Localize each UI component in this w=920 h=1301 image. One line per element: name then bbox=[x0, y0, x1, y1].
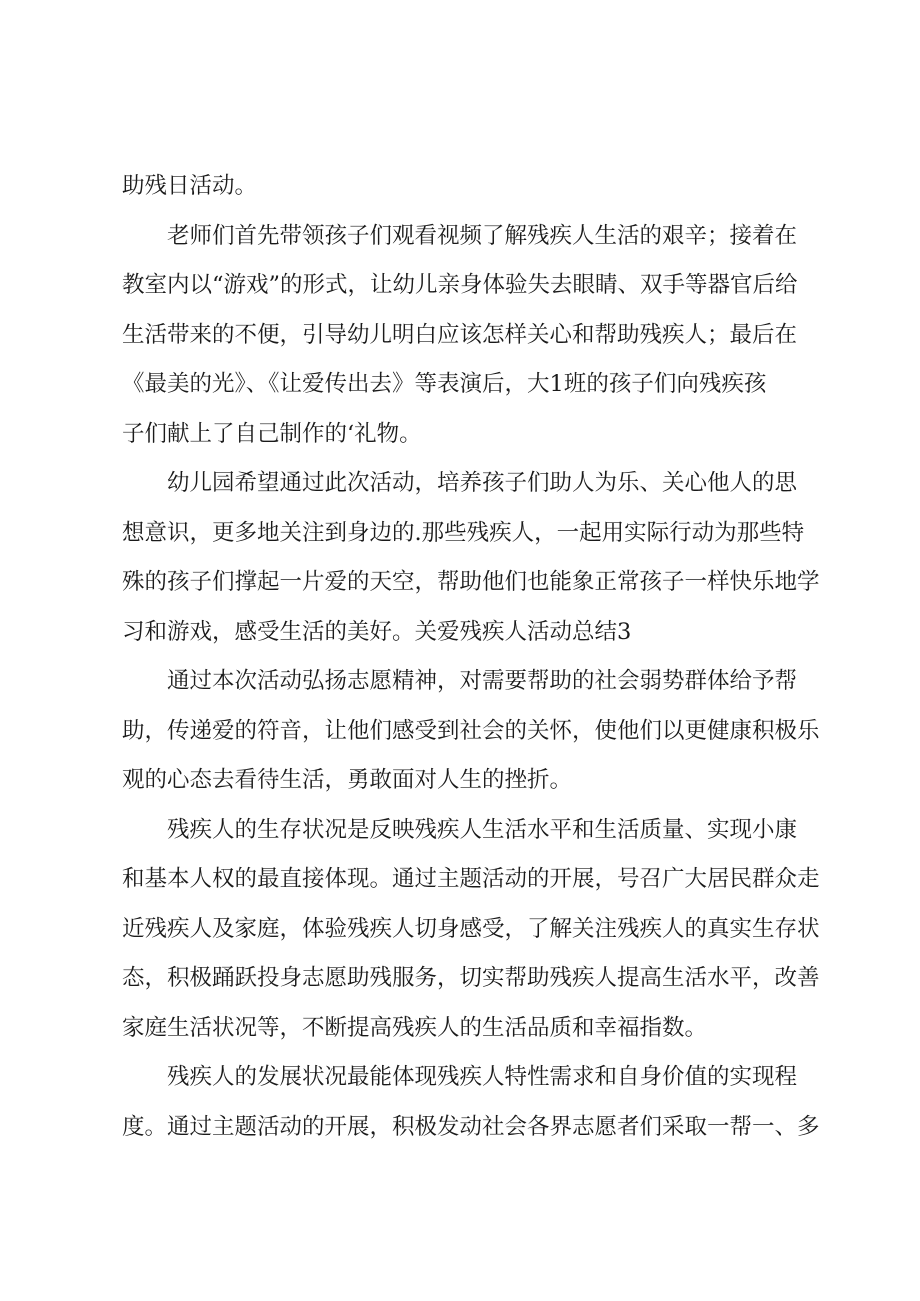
text-line: 想意识，更多地关注到身边的.那些残疾人，一起用实际行动为那些特 bbox=[122, 520, 805, 546]
text-line: 通过本次活动弘扬志愿精神，对需要帮助的社会弱势群体给予帮 bbox=[167, 668, 798, 694]
text-line: 幼儿园希望通过此次活动，培养孩子们助人为乐、关心他人的思 bbox=[167, 470, 798, 496]
text-line: 生活带来的不便，引导幼儿明白应该怎样关心和帮助残疾人；最后在 bbox=[122, 322, 798, 348]
text-line: 观的心态去看待生活，勇敢面对人生的挫折。 bbox=[122, 767, 573, 793]
text-line: 《最美的光》、《让爱传出去》等表演后，大1班的孩子们向残疾孩 bbox=[122, 371, 767, 397]
text-line: 态，积极踊跃投身志愿助残服务，切实帮助残疾人提高生活水平，改善 bbox=[122, 965, 820, 991]
text-line: 度。通过主题活动的开展，积极发动社会各界志愿者们采取一帮一、多 bbox=[122, 1114, 820, 1140]
text-line: 近残疾人及家庭，体验残疾人切身感受，了解关注残疾人的真实生存状 bbox=[122, 916, 820, 942]
text-line: 残疾人的生存状况是反映残疾人生活水平和生活质量、实现小康 bbox=[167, 817, 798, 843]
text-line: 殊的孩子们撑起一片爱的天空，帮助他们也能象正常孩子一样快乐地学 bbox=[122, 569, 820, 595]
text-line: 教室内以“游戏”的形式，让幼儿亲身体验失去眼睛、双手等器官后给 bbox=[122, 272, 798, 298]
text-line: 习和游戏，感受生活的美好。关爱残疾人活动总结3 bbox=[122, 619, 632, 645]
text-line: 老师们首先带领孩子们观看视频了解残疾人生活的艰辛；接着在 bbox=[167, 223, 798, 249]
text-line: 家庭生活状况等，不断提高残疾人的生活品质和幸福指数。 bbox=[122, 1015, 708, 1041]
text-line: 助残日活动。 bbox=[122, 173, 258, 199]
text-line: 和基本人权的最直接体现。通过主题活动的开展，号召广大居民群众走 bbox=[122, 866, 820, 892]
text-line: 残疾人的发展状况最能体现残疾人特性需求和自身价值的实现程 bbox=[167, 1064, 798, 1090]
text-line: 子们献上了自己制作的‘礼物。 bbox=[122, 421, 422, 447]
text-line: 助，传递爱的符音，让他们感受到社会的关怀，使他们以更健康积极乐 bbox=[122, 718, 820, 744]
